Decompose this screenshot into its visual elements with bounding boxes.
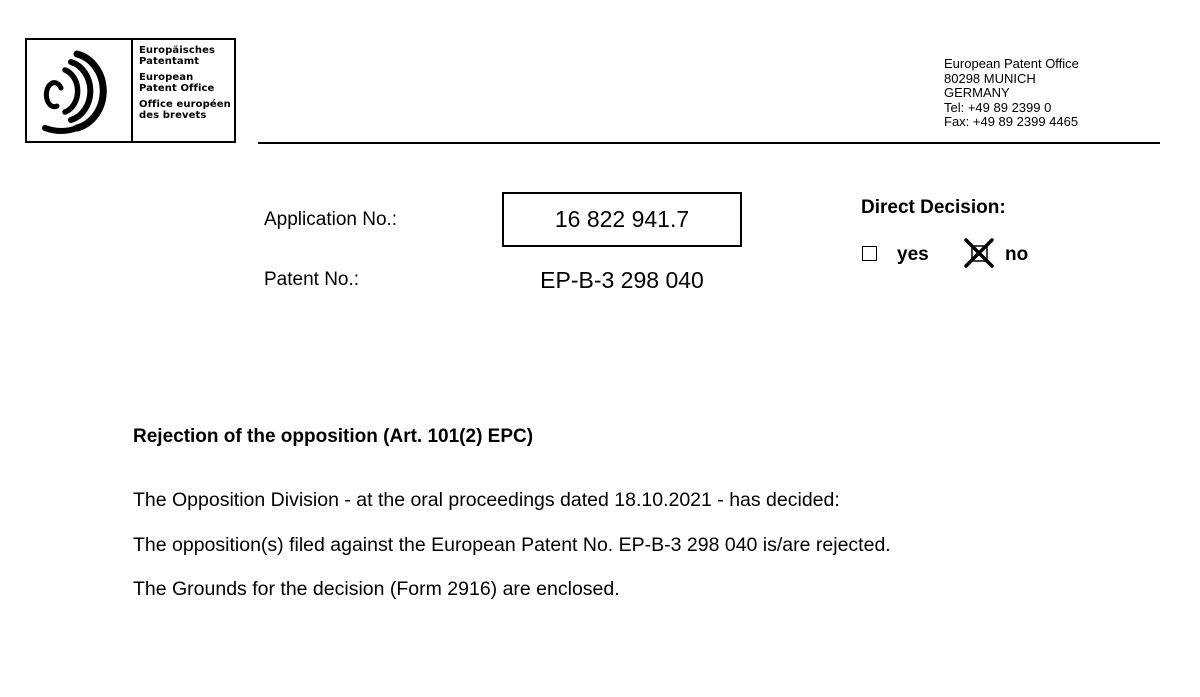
direct-decision-yes-label: yes [897, 244, 929, 265]
logo-line-fr-1: Office européen [139, 99, 231, 110]
direct-decision-title: Direct Decision: [861, 197, 1006, 218]
decision-paragraph-1: The Opposition Division - at the oral proceedings dated 18.10.2021 - has decided: [133, 489, 840, 511]
epo-logo-icon [37, 44, 125, 138]
patent-number-value: EP-B-3 298 040 [540, 267, 704, 293]
application-number-value: 16 822 941.7 [502, 192, 742, 247]
office-country: GERMANY [944, 85, 1010, 100]
logo-line-fr-2: des brevets [139, 110, 207, 121]
decision-paragraph-2: The opposition(s) filed against the European Patent No. EP-B-3 298 040 is/are rejected. [133, 534, 891, 556]
patent-number-label: Patent No.: [264, 269, 360, 290]
logo-line-en-2: Patent Office [139, 83, 215, 94]
office-postal: 80298 MUNICH [944, 70, 1036, 86]
office-address [944, 57, 1079, 130]
logo-line-en-1: European [139, 72, 194, 83]
epo-logo [25, 38, 236, 143]
header-rule [258, 142, 1160, 144]
office-name: European Patent Office [944, 56, 1079, 71]
office-tel: Tel: +49 89 2399 0 [944, 99, 1052, 115]
check-x-icon [966, 240, 992, 266]
logo-text [139, 45, 231, 126]
logo-line-de-2: Patentamt [139, 56, 200, 67]
direct-decision-no-checkbox[interactable] [962, 236, 996, 270]
application-number-label: Application No.: [264, 209, 398, 230]
office-fax: Fax: +49 89 2399 4465 [944, 114, 1079, 129]
decision-paragraph-3: The Grounds for the decision (Form 2916) are enclosed. [133, 578, 620, 600]
direct-decision-yes-checkbox[interactable] [862, 246, 877, 261]
logo-line-de-1: Europäisches [139, 45, 216, 56]
direct-decision-no-label: no [1005, 244, 1029, 265]
decision-heading: Rejection of the opposition (Art. 101(2) EPC) [133, 426, 534, 447]
logo-divider [131, 40, 133, 141]
